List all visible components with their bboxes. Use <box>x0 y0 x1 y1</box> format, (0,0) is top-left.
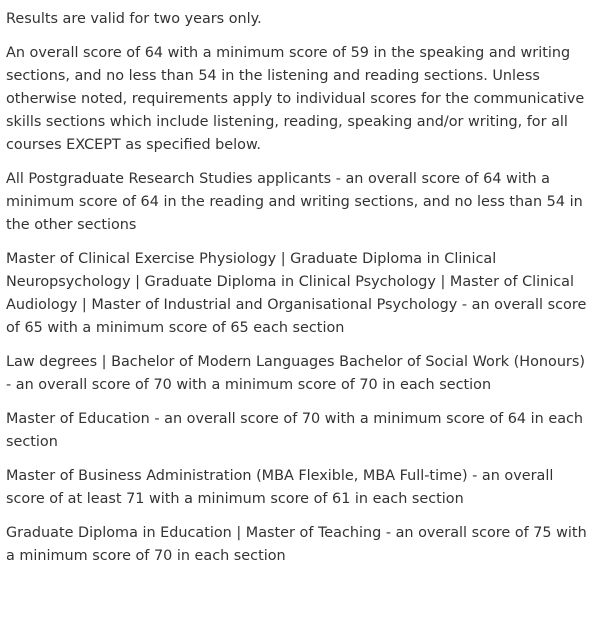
law-languages-socialwork-requirement: Law degrees | Bachelor of Modern Languages Bachelor of Social Work (Honours) - an overall score of 70 with a minimum score of 70 in each section <box>6 354 585 393</box>
postgraduate-research-requirement: All Postgraduate Research Studies applicants - an overall score of 64 with a minimum score of 64 in the reading and writing sections, and no less than 54 in the other sections <box>6 171 583 233</box>
clinical-psychology-requirement: Master of Clinical Exercise Physiology | Graduate Diploma in Clinical Neuropsychology | Graduate Diploma in Clinical Psychology | Master of Clinical Audiology | Master of Industrial and Organisational Psychology - an overall score of 65 with a minimum score of 65 each section <box>6 251 587 336</box>
mba-requirement: Master of Business Administration (MBA Flexible, MBA Full-time) - an overall score of at least 71 with a minimum score of 61 in each section <box>6 468 554 507</box>
education-teaching-requirement: Graduate Diploma in Education | Master of Teaching - an overall score of 75 with a minimum score of 70 in each section <box>6 525 587 564</box>
master-education-requirement: Master of Education - an overall score of 70 with a minimum score of 64 in each section <box>6 411 584 450</box>
general-requirement: An overall score of 64 with a minimum score of 59 in the speaking and writing sections, and no less than 54 in the listening and reading sections. Unless otherwise noted, requirements apply to individual scores for the communicative skills sections which include listening, reading, speaking and/or writing, for all courses EXCEPT as specified below. <box>6 45 585 153</box>
validity-note: Results are valid for two years only. <box>6 11 262 27</box>
